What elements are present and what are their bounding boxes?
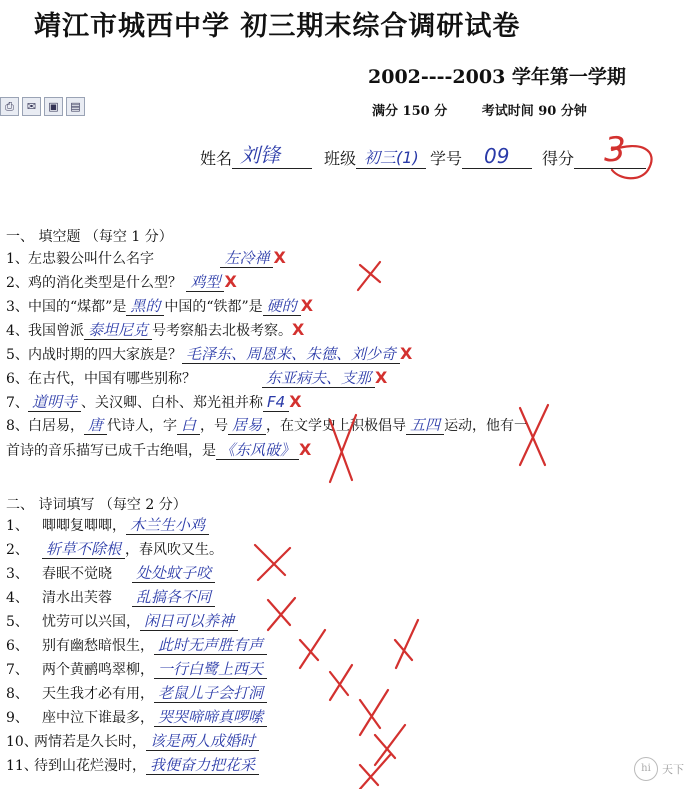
list-item: 7、 道明寺 、关汉卿、白朴、郑光祖并称 F4 X	[6, 392, 302, 411]
list-item: 6、 别有幽愁暗恨生， 此时无声胜有声	[6, 634, 686, 658]
answer: 该是两人成婚时	[146, 732, 259, 751]
list-item: 7、 两个黄鹂鸣翠柳， 一行白鹭上西天	[6, 658, 686, 682]
list-item: 3、 春眠不觉晓 处处蚊子咬	[6, 562, 686, 586]
answer: 五四	[406, 416, 444, 435]
list-item: 2、鸡的消化类型是什么型？ 鸡型 X	[6, 272, 237, 291]
academic-year: 2002----2003 学年第一学期	[368, 66, 626, 88]
section1-list	[6, 246, 686, 462]
answer: 毛泽东、周恩来、朱德、刘少奇	[182, 345, 400, 364]
list-item: 8、 天生我才必有用， 老鼠儿子会打洞	[6, 682, 686, 706]
list-item: 4、我国曾派 泰坦尼克 号考察船去北极考察。X	[6, 320, 305, 339]
answer: 乱搞各不同	[132, 588, 215, 607]
list-item: 6、在古代，中国有哪些别称？ 东亚病夫、支那 X	[6, 368, 388, 387]
answer: 一行白鹭上西天	[154, 660, 267, 679]
list-item: 10、两情若是久长时， 该是两人成婚时	[6, 730, 686, 754]
name-label: 姓名	[200, 149, 233, 168]
list-item: 5、 忧劳可以兴国， 闲日可以养神	[6, 610, 686, 634]
print-icon[interactable]: ⎙	[0, 97, 19, 116]
class-field	[356, 146, 426, 169]
exam-meta	[372, 100, 587, 119]
list-item: 1、左忠毅公叫什么名字 左冷禅 X	[6, 248, 286, 267]
answer: 《东风破》	[216, 441, 299, 460]
score-field	[574, 130, 646, 170]
watermark-logo: hi	[634, 757, 658, 781]
watermark	[634, 757, 684, 781]
section2-list	[6, 514, 686, 778]
id-field	[462, 146, 532, 169]
answer: 木兰生小鸡	[126, 516, 209, 535]
exam-title: 靖江市城西中学 初三期末综合调研试卷	[34, 11, 521, 42]
mail-icon[interactable]: ✉	[22, 97, 41, 116]
name-field	[232, 143, 312, 169]
answer: 道明寺	[28, 393, 81, 412]
list-item: 11、待到山花烂漫时， 我便奋力把花采	[6, 754, 686, 778]
watermark-text: 天下	[662, 763, 684, 776]
id-label: 学号	[430, 149, 463, 168]
answer: 哭哭啼啼真啰嗦	[154, 708, 267, 727]
list-item: 8、白居易， 唐 代诗人，字 白 ，号 居易 ，在文学史上积极倡导 五四 运动，他有一	[6, 416, 529, 434]
id-value: 09	[484, 144, 510, 168]
class-value: 初三(1)	[364, 148, 419, 167]
score-label: 得分	[542, 149, 575, 168]
answer: F4	[263, 393, 289, 412]
answer: 白	[177, 416, 200, 435]
section2-heading: 二、 诗词填写 （每空 2 分）	[6, 497, 187, 513]
answer: 斩草不除根	[42, 540, 125, 559]
list-item: 3、中国的“煤都”是 黑的 中国的“铁都”是 硬的 X	[6, 296, 314, 315]
name-value: 刘锋	[240, 143, 281, 167]
student-info	[200, 130, 650, 170]
answer: 闲日可以养神	[140, 612, 238, 631]
full-marks: 满分 150 分	[372, 104, 448, 119]
save-icon[interactable]: ▣	[44, 97, 63, 116]
list-item: 4、 清水出芙蓉 乱搞各不同	[6, 586, 686, 610]
answer: 老鼠儿子会打洞	[154, 684, 267, 703]
answer: 此时无声胜有声	[154, 636, 267, 655]
answer: 居易	[228, 416, 266, 435]
answer: 唐	[84, 416, 107, 435]
folder-icon[interactable]: ▤	[66, 97, 85, 116]
answer: 处处蚊子咬	[132, 564, 215, 583]
answer: 黑的	[126, 297, 164, 316]
list-item: 5、内战时期的四大家族是？ 毛泽东、周恩来、朱德、刘少奇 X	[6, 344, 413, 363]
answer: 左冷禅	[220, 249, 273, 268]
class-label: 班级	[324, 149, 357, 168]
image-toolbar	[0, 95, 85, 117]
list-item-continued: 首诗的音乐描写已成千古绝唱，是 《东风破》 X	[6, 440, 312, 459]
answer: 泰坦尼克	[84, 321, 152, 340]
answer: 鸡型	[186, 273, 224, 292]
list-item: 2、 斩草不除根 ，春风吹又生。	[6, 540, 224, 558]
list-item: 1、 唧唧复唧唧， 木兰生小鸡	[6, 514, 686, 538]
answer: 我便奋力把花采	[146, 756, 259, 775]
section1-heading: 一、 填空题 （每空 1 分）	[6, 229, 173, 245]
score-value: 3	[604, 130, 626, 170]
exam-time: 考试时间 90 分钟	[481, 104, 587, 119]
answer: 硬的	[263, 297, 301, 316]
list-item: 9、 座中泣下谁最多， 哭哭啼啼真啰嗦	[6, 706, 686, 730]
answer: 东亚病夫、支那	[262, 369, 375, 388]
